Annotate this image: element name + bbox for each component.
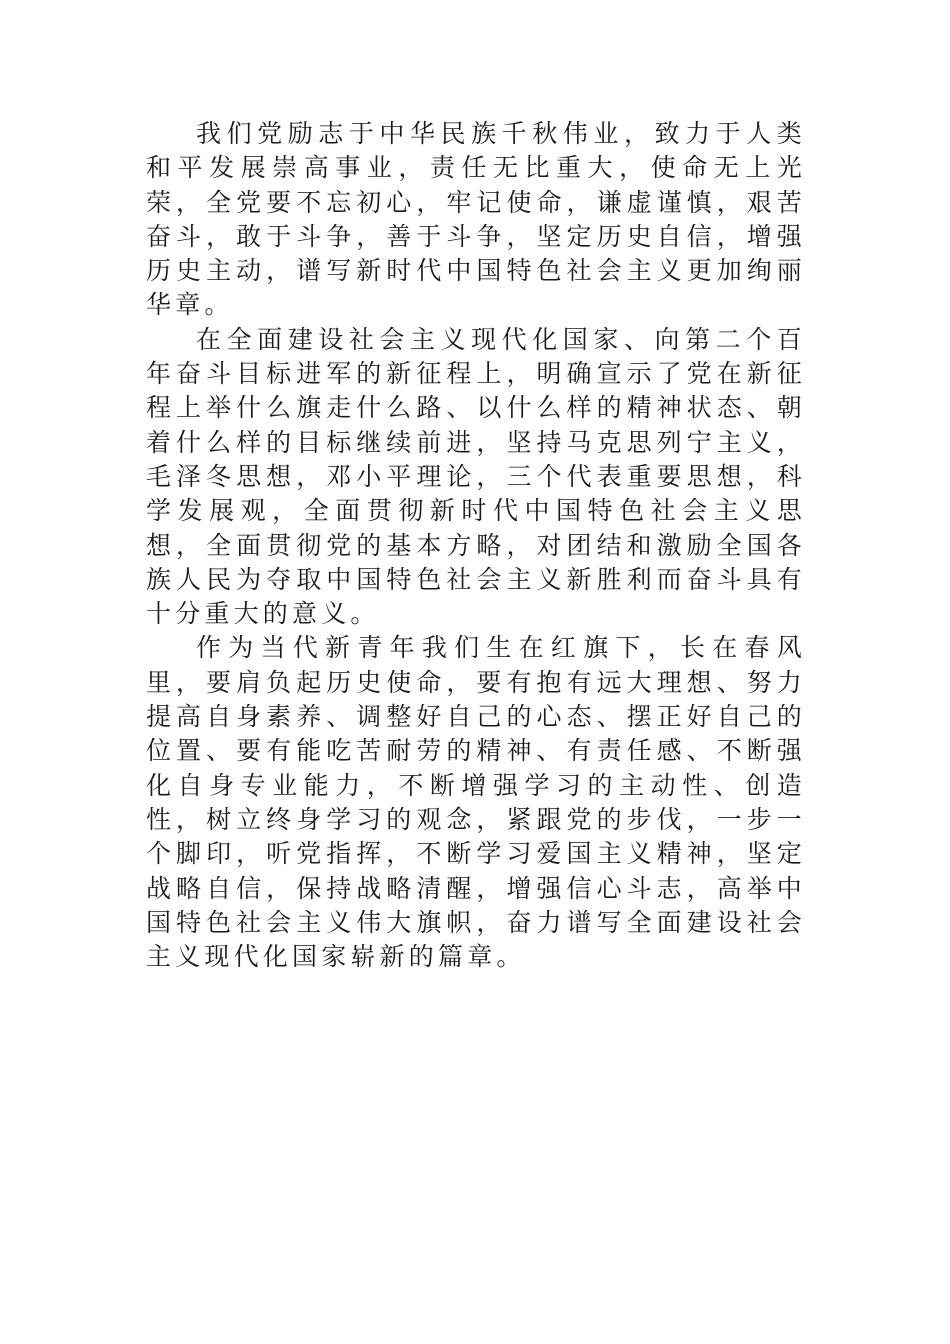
paragraph-1: 我们党励志于中华民族千秋伟业，致力于人类和平发展崇高事业，责任无比重大，使命无上光荣，全党要不忘初心，牢记使命，谦虚谨慎，艰苦奋斗，敢于斗争，善于斗争，坚定历史自信，增强历史主动，谱写新时代中国特色社会主义更加绚丽华章。: [146, 119, 806, 320]
paragraph-3: 作为当代新青年我们生在红旗下，长在春风里，要肩负起历史使命，要有抱有远大理想、努力提高自身素养、调整好自己的心态、摆正好自己的位置、要有能吃苦耐劳的精神、有责任感、不断强化自身专业能力，不断增强学习的主动性、创造性，树立终身学习的观念，紧跟党的步伐，一步一个脚印，听党指挥，不断学习爱国主义精神，坚定战略自信，保持战略清醒，增强信心斗志，高举中国特色社会主义伟大旗帜，奋力谱写全面建设社会主义现代化国家崭新的篇章。: [146, 633, 806, 972]
document-body: [146, 117, 806, 974]
paragraph-2: 在全面建设社会主义现代化国家、向第二个百年奋斗目标进军的新征程上，明确宣示了党在新征程上举什么旗走什么路、以什么样的精神状态、朝着什么样的目标继续前进，坚持马克思列宁主义，毛泽冬思想，邓小平理论，三个代表重要思想，科学发展观，全面贯彻新时代中国特色社会主义思想，全面贯彻党的基本方略，对团结和激励全国各族人民为夺取中国特色社会主义新胜利而奋斗具有十分重大的意义。: [146, 324, 806, 629]
